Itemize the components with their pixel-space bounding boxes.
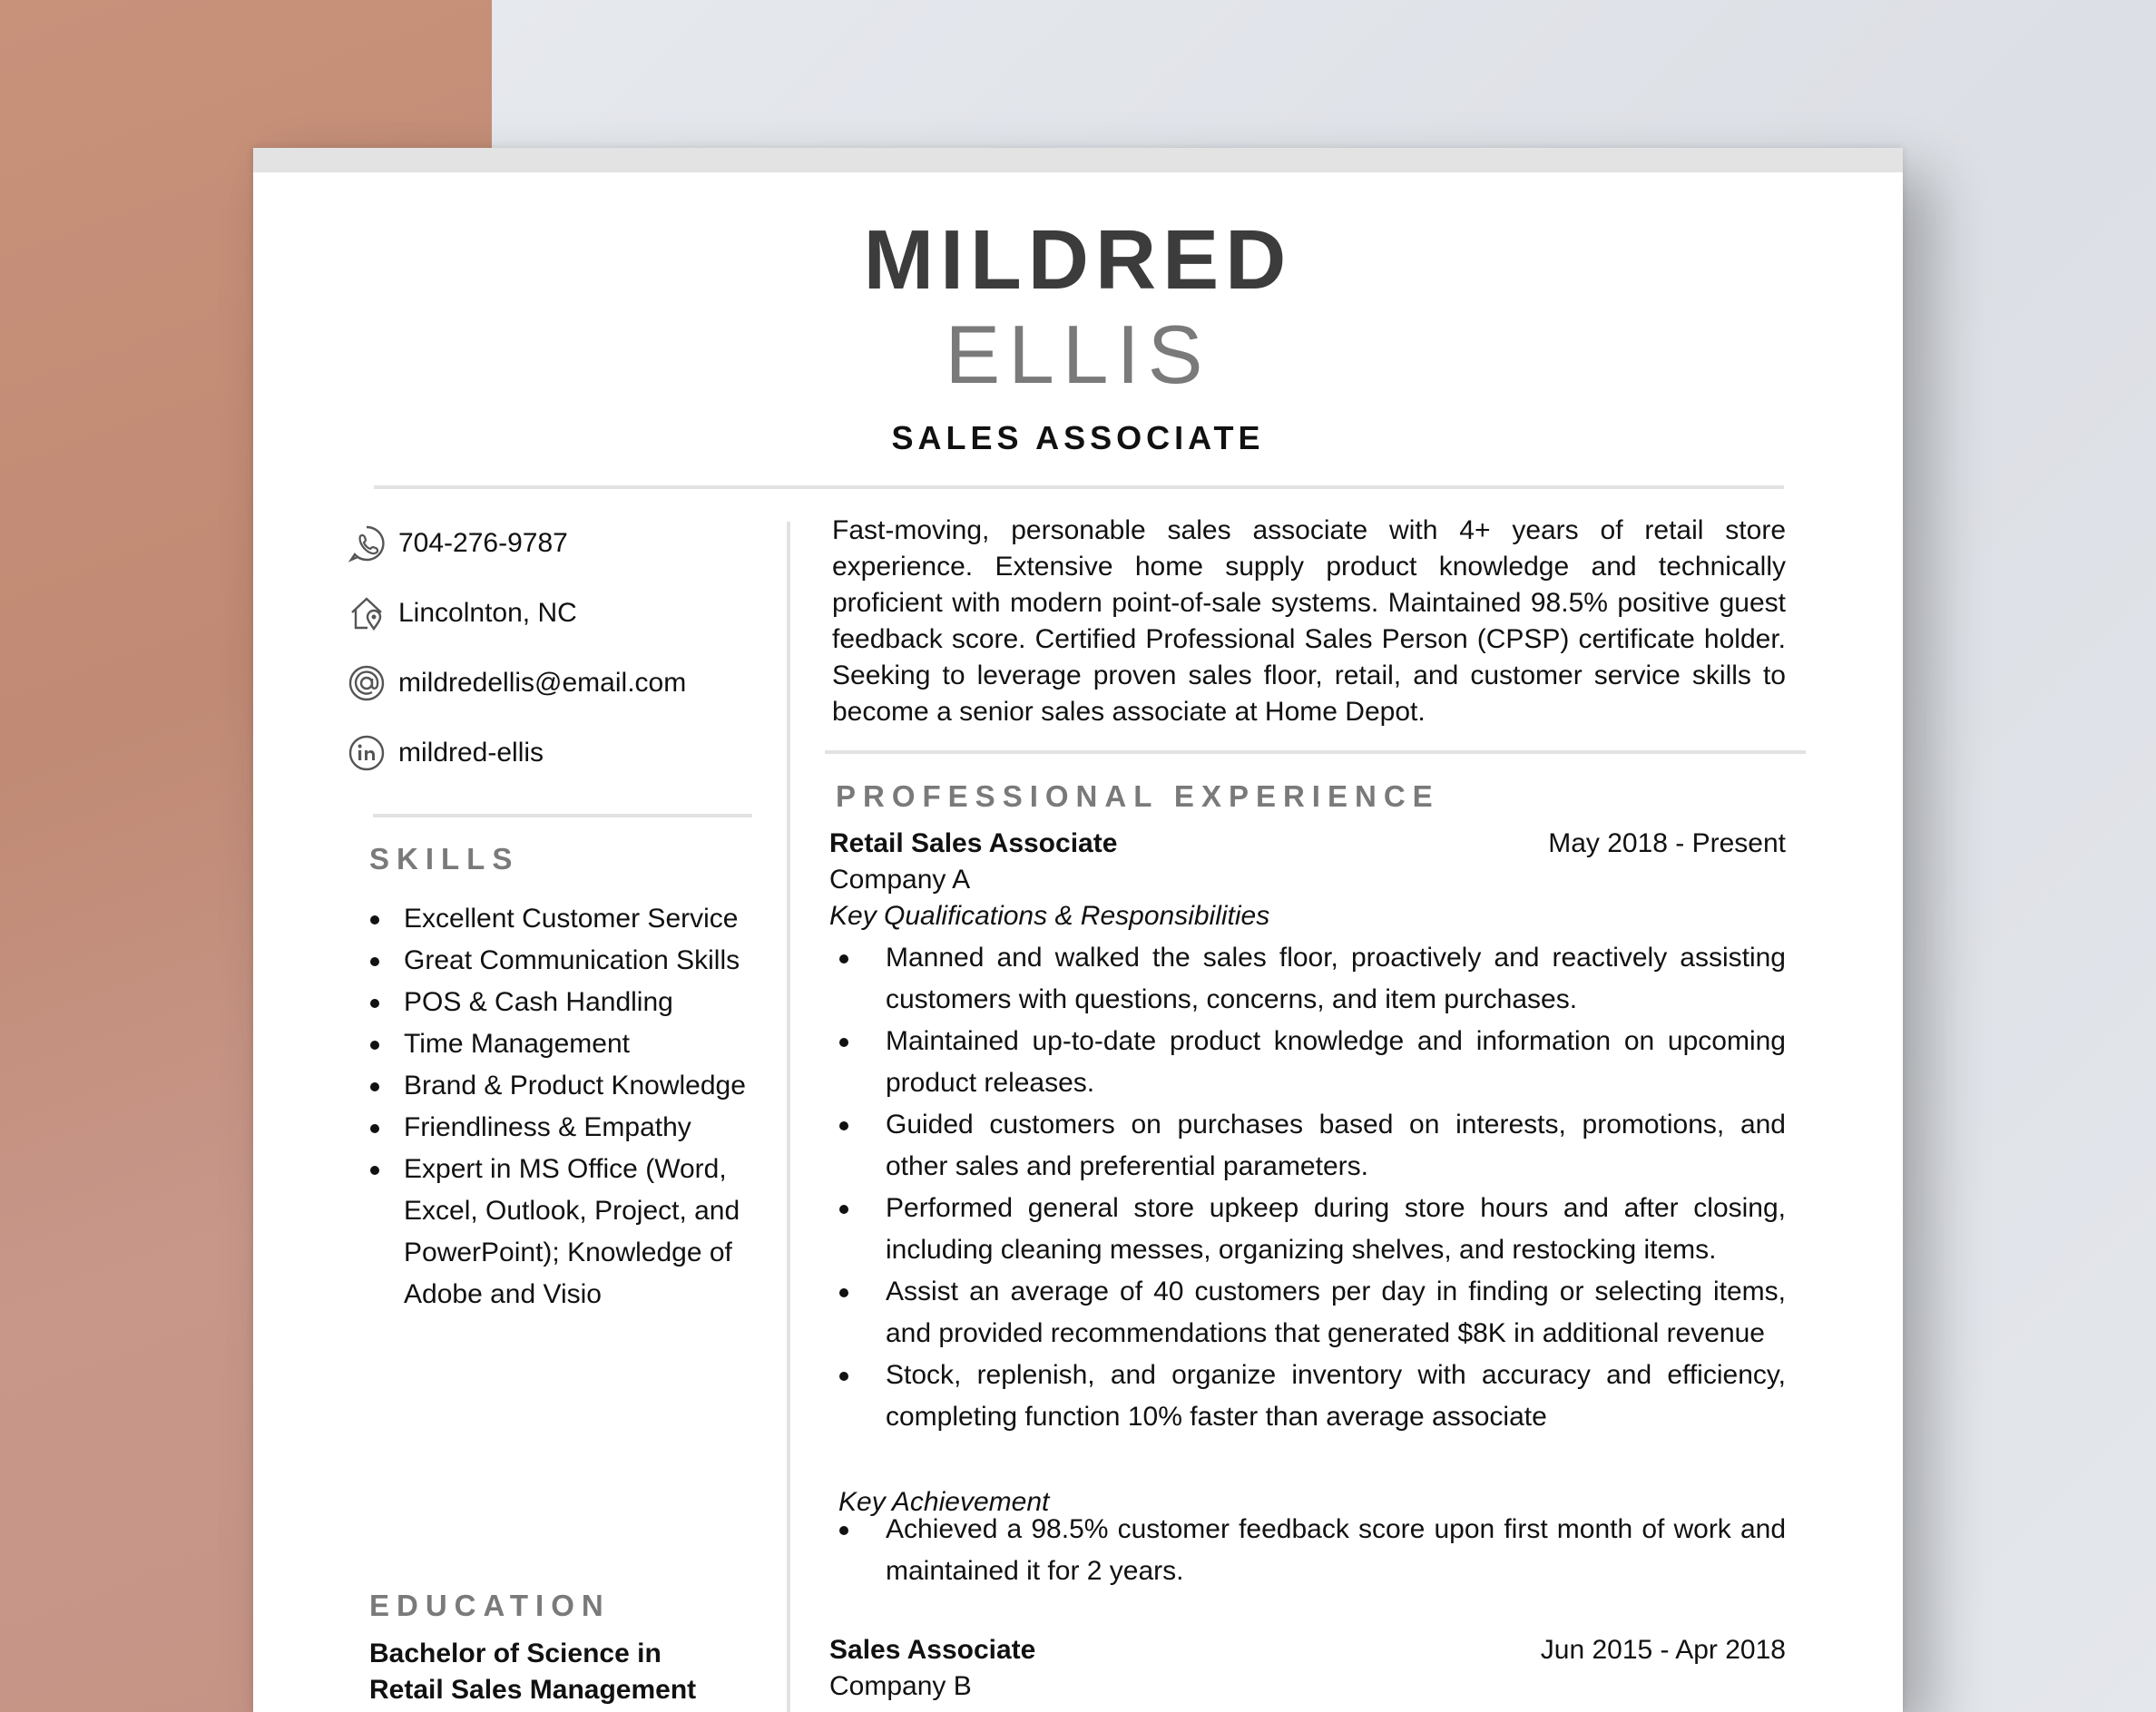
job-dates-1: May 2018 - Present — [1548, 828, 1786, 858]
responsibility-item: Stock, replenish, and organize inventory with accuracy and efficiency, completing function 10% faster than average associate — [828, 1355, 1786, 1438]
job-dates-2: Jun 2015 - Apr 2018 — [1540, 1635, 1786, 1665]
skill-item: Brand & Product Knowledge — [360, 1065, 760, 1107]
education-heading: EDUCATION — [369, 1589, 611, 1622]
home-location-icon — [348, 594, 386, 632]
degree-title: Bachelor of Science in Retail Sales Management — [369, 1639, 697, 1705]
skill-item: Great Communication Skills — [360, 940, 760, 982]
column-divider — [787, 522, 790, 1712]
skill-item: Time Management — [360, 1023, 760, 1065]
responsibilities-list — [828, 937, 1786, 1438]
contact-linkedin[interactable] — [348, 732, 544, 774]
skill-item: Excellent Customer Service — [360, 898, 760, 940]
professional-summary: Fast-moving, personable sales associate with 4+ years of retail store experience. Extensive home supply product knowledge and technically proficient with modern point-of-sale systems. Maintained 98.5% positive guest feedback score. Certified Professional Sales Person (CPSP) certificate holder. Seeking to leverage proven sales floor, retail, and customer service skills to become a senior sales associate at Home Depot. — [832, 515, 1786, 727]
responsibility-item: Guided customers on purchases based on interests, promotions, and other sales and preferential parameters. — [828, 1104, 1786, 1188]
linkedin-icon — [348, 734, 386, 772]
skills-list — [360, 898, 760, 1316]
header-divider — [374, 485, 1784, 489]
contact-divider — [373, 814, 752, 817]
page-top-bar — [253, 148, 1903, 172]
first-name: MILDRED — [863, 212, 1293, 307]
responsibility-item: Assist an average of 40 customers per day in finding or selecting items, and provided recommendations that generated $8K in additional revenue — [828, 1271, 1786, 1355]
contact-phone — [348, 523, 568, 564]
experience-heading: PROFESSIONAL EXPERIENCE — [836, 779, 1440, 813]
company-2: Company B — [829, 1671, 972, 1701]
skills-heading: SKILLS — [369, 842, 520, 876]
responsibilities-label: Key Qualifications & Responsibilities — [829, 901, 1270, 931]
responsibility-item: Manned and walked the sales floor, proactively and reactively assisting customers with questions, concerns, and item purchases. — [828, 937, 1786, 1021]
email-at-icon — [348, 664, 386, 702]
skill-item: Friendliness & Empathy — [360, 1107, 760, 1149]
email-address[interactable]: mildredellis@email.com — [398, 668, 687, 698]
job-title-1: Retail Sales Associate — [829, 828, 1118, 858]
job-title: SALES ASSOCIATE — [891, 419, 1265, 456]
skill-item: Expert in MS Office (Word, Excel, Outlook, Project, and PowerPoint); Knowledge of Adobe and Visio — [360, 1149, 760, 1316]
achievement-item: Achieved a 98.5% customer feedback score upon first month of work and maintained it for 2 years. — [828, 1509, 1786, 1592]
achievements-list — [828, 1509, 1786, 1592]
phone-number: 704-276-9787 — [398, 528, 568, 558]
contact-location — [348, 592, 577, 634]
last-name: ELLIS — [945, 309, 1211, 401]
job-title-2: Sales Associate — [829, 1635, 1036, 1665]
summary-divider — [825, 750, 1806, 754]
company-1: Company A — [829, 865, 971, 895]
skill-item: POS & Cash Handling — [360, 982, 760, 1023]
achievement-label: Key Achievement — [838, 1487, 1050, 1517]
responsibility-item: Performed general store upkeep during store hours and after closing, including cleaning messes, organizing shelves, and restocking items. — [828, 1188, 1786, 1271]
responsibility-item: Maintained up-to-date product knowledge and information on upcoming product releases. — [828, 1021, 1786, 1104]
linkedin-handle[interactable]: mildred-ellis — [398, 738, 544, 768]
contact-email[interactable] — [348, 662, 686, 704]
phone-icon — [348, 524, 386, 563]
location-text: Lincolnton, NC — [398, 598, 577, 628]
resume-page — [253, 148, 1903, 1712]
